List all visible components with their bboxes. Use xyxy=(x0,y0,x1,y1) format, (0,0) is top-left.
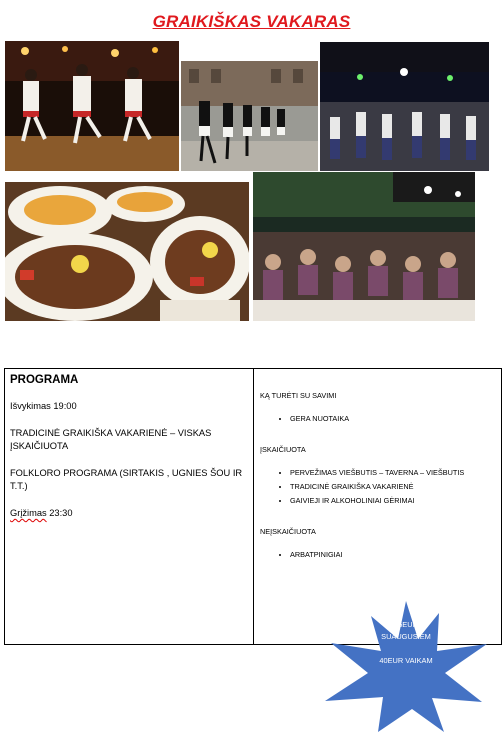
bring-heading: KĄ TURĖTI SU SAVIMI xyxy=(260,391,337,400)
adults-price: 55EUR xyxy=(394,620,418,629)
folklore-program: FOLKLORO PROGRAMA (SIRTAKIS , UGNIES ŠOU IR T.T.) xyxy=(10,468,243,491)
included-list xyxy=(260,468,495,505)
photo-night-circle-dance xyxy=(320,42,489,171)
return-word: Grįžimas xyxy=(10,508,47,518)
list-item: • ARBATPINIGIAI xyxy=(290,550,495,559)
list-item: • GERA NUOTAIKA xyxy=(290,414,495,423)
page-title: GRAIKIŠKAS VAKARAS xyxy=(152,12,351,31)
list-item: • TRADICINĖ GRAIKIŠKA VAKARIENĖ xyxy=(290,482,495,491)
price-label xyxy=(323,619,489,667)
adults-label: SUAUGUSIEM xyxy=(381,632,431,641)
dinner-description: TRADICINĖ GRAIKIŠKA VAKARIENĖ – VISKAS ĮSKAIČIUOTA xyxy=(10,428,212,451)
photo-taverna-dinner xyxy=(253,172,475,321)
photo-stage-dancers xyxy=(5,41,179,171)
not-included-heading: NEĮSKAIČIUOTA xyxy=(260,527,316,536)
kids-price: 40EUR VAIKAM xyxy=(379,656,433,665)
list-item: • GAIVIEJI IR ALKOHOLINIAI GĖRIMAI xyxy=(290,496,495,505)
not-included-list xyxy=(260,550,495,559)
list-item: • PERVEŽIMAS VIEŠBUTIS – TAVERNA – VIEŠBUTIS xyxy=(290,468,495,477)
bring-list xyxy=(260,414,495,423)
departure-time: Išvykimas 19:00 xyxy=(10,401,77,411)
return-time-value: 23:30 xyxy=(46,508,73,518)
program-heading: PROGRAMA xyxy=(10,374,79,386)
program-column xyxy=(5,369,254,644)
return-time xyxy=(10,507,248,520)
photo-greek-food xyxy=(5,182,249,321)
included-heading: ĮSKAIČIUOTA xyxy=(260,445,306,454)
photo-street-dancers xyxy=(181,61,318,171)
